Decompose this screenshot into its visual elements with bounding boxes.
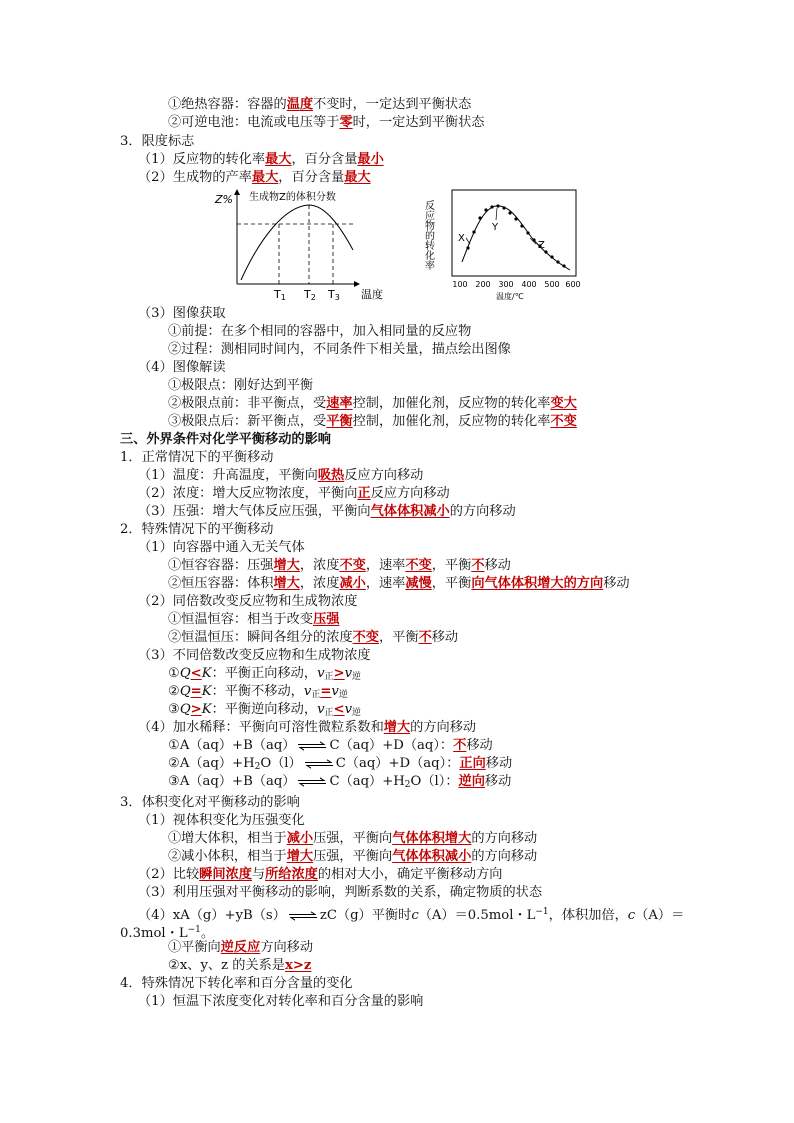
x-tick-label: 500: [544, 280, 560, 289]
y-axis-label: Z%: [215, 193, 233, 206]
text-line: （1）温度：升高温度，平衡向吸热反应方向移动: [138, 468, 424, 483]
data-points: [466, 204, 565, 267]
equilibrium-arrow-icon: [297, 777, 327, 787]
figure-title: 生成物Z的体积分数: [249, 192, 336, 203]
text-line: ①恒温恒容：相当于改变压强: [168, 612, 340, 627]
text-line: （2）同倍数改变反应物和生成物浓度: [138, 594, 358, 609]
text-line: ②x、y、z 的关系是x>z: [168, 958, 312, 973]
volume-fraction-figure: [205, 188, 400, 303]
text-line: ②减小体积，相当于增大压强，平衡向气体体积减小的方向移动: [168, 849, 538, 864]
text-line: ③A（aq）+B（aq） $C(aq)+H_2O(l)$：逆向移动: [168, 774, 512, 790]
text-line: （3）图像获取: [138, 306, 226, 321]
section-heading: 3．限度标志: [120, 134, 195, 149]
text-line: （3）利用压强对平衡移动的影响，判断系数的关系，确定物质的状态: [138, 885, 543, 900]
text-line: （3）压强：增大气体反应压强，平衡向气体体积减小的方向移动: [138, 504, 516, 519]
x-tick-label: 300: [498, 280, 514, 289]
tick-label-t2: T2: [304, 288, 316, 302]
text-line: ②过程：测相同时间内，不同条件下相关量，描点绘出图像: [168, 342, 511, 357]
y-axis-label: 反应物的转化率: [422, 200, 434, 270]
chapter-heading: 三、外界条件对化学平衡移动的影响: [120, 432, 331, 447]
text-line: ①Q<K：平衡正向移动，$v_正>v_逆$: [168, 666, 362, 682]
text-line: ②恒温恒压：瞬间各组分的浓度不变，平衡不移动: [168, 630, 459, 645]
text-line: （1）反应物的转化率最大，百分含量最小: [138, 152, 384, 167]
text-line: （1）视体积变化为压强变化: [138, 813, 305, 828]
x-axis-label: 温度/℃: [496, 292, 524, 301]
text-line: ①极限点：刚好达到平衡: [168, 378, 314, 393]
text-line: $②A(aq)+H_2O(l)$ C（aq）+D（aq）：正向移动: [168, 756, 513, 772]
section-heading: 2．特殊情况下的平衡移动: [120, 522, 274, 537]
x-tick-label: 100: [452, 280, 468, 289]
text-line: （2）比较瞬间浓度与所给浓度的相对大小，确定平衡移动方向: [138, 867, 503, 882]
curve-line: [241, 205, 353, 280]
point-label-y: Y: [492, 222, 499, 233]
point-label-z: Z: [538, 240, 545, 251]
text-line: （2）生成物的产率最大，百分含量最大: [138, 170, 371, 185]
x-tick-label: 600: [565, 280, 581, 289]
x-axis-label: 温度: [361, 288, 383, 301]
point-label-x: X: [458, 233, 465, 244]
text-line: ①前提：在多个相同的容器中，加入相同量的反应物: [168, 324, 472, 339]
text-line: ②Q=K：平衡不移动，$v_正=v_逆$: [168, 684, 348, 700]
conversion-rate-figure: [424, 186, 584, 304]
text-line: （2）浓度：增大反应物浓度，平衡向正反应方向移动: [138, 486, 450, 501]
text-line: ①增大体积，相当于减小压强，平衡向气体体积增大的方向移动: [168, 831, 538, 846]
tick-label-t3: T3: [328, 288, 340, 302]
equilibrium-arrow-icon: [288, 911, 318, 921]
text-line: ①恒容容器：压强增大，浓度不变，速率不变，平衡不移动: [168, 558, 511, 573]
text-line: ②可逆电池：电流或电压等于零时，一定达到平衡状态: [168, 115, 485, 130]
text-line: ①A（aq）+B（aq） C（aq）+D（aq）：不移动: [168, 738, 493, 753]
text-line: ①平衡向逆反应方向移动: [168, 940, 314, 955]
text-line: （4）xA（g）+yB（s） zC（g）平衡时c（A）＝0.5mol・$L^{-1}$，体积加倍，c（A）＝: [138, 907, 685, 923]
section-heading: 4．特殊情况下转化率和百分含量的变化: [120, 976, 353, 991]
tick-label-t1: T1: [274, 288, 286, 302]
section-heading: 1．正常情况下的平衡移动: [120, 450, 274, 465]
text-line: ③极限点后：新平衡点，受平衡控制，加催化剂，反应物的转化率不变: [168, 414, 577, 429]
text-line: （1）恒温下浓度变化对转化率和百分含量的影响: [138, 994, 424, 1009]
x-tick-label: 400: [521, 280, 537, 289]
equilibrium-arrow-icon: [304, 759, 334, 769]
section-heading: 3．体积变化对平衡移动的影响: [120, 795, 300, 810]
text-line: ②极限点前：非平衡点，受速率控制，加催化剂，反应物的转化率变大: [168, 396, 577, 411]
text-line: （4）加水稀释：平衡向可溶性微粒系数和增大的方向移动: [138, 720, 477, 735]
equilibrium-arrow-icon: [297, 741, 327, 751]
x-tick-label: 200: [475, 280, 491, 289]
text-line: （3）不同倍数改变反应物和生成物浓度: [138, 648, 371, 663]
text-line: 0.3mol・$L^{-1}$。: [120, 925, 215, 941]
text-line: ②恒压容器：体积增大，浓度减小，速率减慢，平衡向气体体积增大的方向移动: [168, 576, 630, 591]
text-line: ①绝热容器：容器的温度不变时，一定达到平衡状态: [168, 97, 472, 112]
text-line: ③Q>K：平衡逆向移动，$v_正<v_逆$: [168, 702, 362, 718]
label-y-leader: [496, 208, 497, 220]
conversion-curve: [462, 206, 570, 270]
label-x-leader: [466, 238, 470, 244]
text-line: （4）图像解读: [138, 360, 226, 375]
text-line: （1）向容器中通入无关气体: [138, 540, 305, 555]
